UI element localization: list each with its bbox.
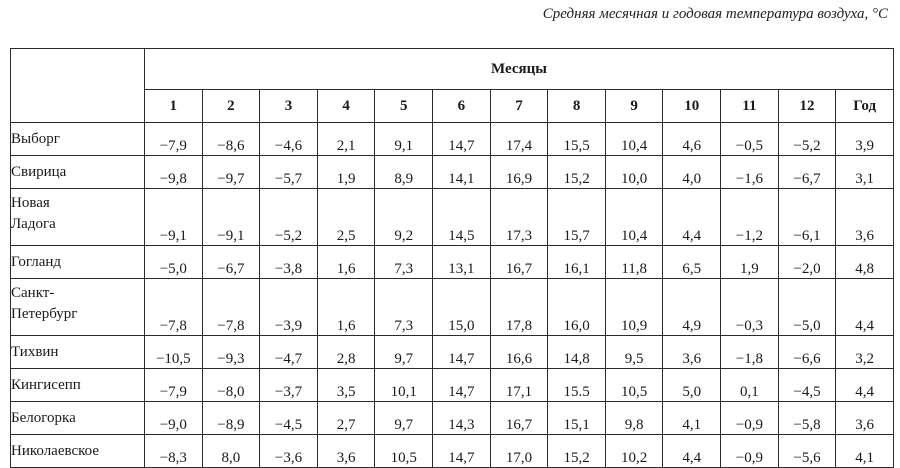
monthly-temperature-cell: −4,5 <box>260 402 318 435</box>
monthly-temperature-cell: 17,0 <box>490 435 548 468</box>
monthly-temperature-cell: −7,9 <box>145 369 203 402</box>
monthly-temperature-cell: 14,5 <box>433 189 491 246</box>
monthly-temperature-cell: 16,7 <box>490 246 548 279</box>
monthly-temperature-cell: −6,6 <box>778 336 836 369</box>
monthly-temperature-cell: −3,7 <box>260 369 318 402</box>
station-name-cell <box>11 123 145 156</box>
monthly-temperature-cell: 6,5 <box>663 246 721 279</box>
monthly-temperature-cell: −7,8 <box>145 279 203 336</box>
monthly-temperature-cell: −10,5 <box>145 336 203 369</box>
monthly-temperature-cell: 10,9 <box>605 279 663 336</box>
monthly-temperature-cell: 15.5 <box>548 369 606 402</box>
table-row <box>11 246 894 279</box>
table-row <box>11 156 894 189</box>
monthly-temperature-cell: −7,8 <box>202 279 260 336</box>
monthly-temperature-cell: −3,6 <box>260 435 318 468</box>
monthly-temperature-cell: −0,5 <box>721 123 779 156</box>
monthly-temperature-cell: 10,4 <box>605 189 663 246</box>
station-name-cell <box>11 189 145 246</box>
column-header-month: 3 <box>260 90 318 123</box>
temperature-table <box>10 48 894 468</box>
monthly-temperature-cell: −3,9 <box>260 279 318 336</box>
monthly-temperature-cell: 3,6 <box>663 336 721 369</box>
table-row <box>11 336 894 369</box>
monthly-temperature-cell: −0,9 <box>721 402 779 435</box>
table-row <box>11 402 894 435</box>
monthly-temperature-cell: −4,5 <box>778 369 836 402</box>
column-header-month: 10 <box>663 90 721 123</box>
monthly-temperature-cell: 1,9 <box>721 246 779 279</box>
monthly-temperature-cell: 9,8 <box>605 402 663 435</box>
station-name-line: Кингисепп <box>11 376 81 393</box>
station-name-cell <box>11 336 145 369</box>
monthly-temperature-cell: 7,3 <box>375 246 433 279</box>
table-body <box>11 123 894 468</box>
monthly-temperature-cell: 14,7 <box>433 435 491 468</box>
monthly-temperature-cell: −8,3 <box>145 435 203 468</box>
monthly-temperature-cell: 4,6 <box>663 123 721 156</box>
monthly-temperature-cell: −6,7 <box>778 156 836 189</box>
monthly-temperature-cell: 17,3 <box>490 189 548 246</box>
annual-temperature-cell: 4,4 <box>836 279 894 336</box>
monthly-temperature-cell: −9,1 <box>202 189 260 246</box>
monthly-temperature-cell: −9,7 <box>202 156 260 189</box>
monthly-temperature-cell: −5,2 <box>260 189 318 246</box>
station-name-line: Санкт- <box>11 285 55 301</box>
annual-temperature-cell: 3,9 <box>836 123 894 156</box>
monthly-temperature-cell: 2,7 <box>317 402 375 435</box>
monthly-temperature-cell: −1,6 <box>721 156 779 189</box>
monthly-temperature-cell: −5,8 <box>778 402 836 435</box>
column-header-month: 2 <box>202 90 260 123</box>
annual-temperature-cell: 4,4 <box>836 369 894 402</box>
station-name-cell <box>11 369 145 402</box>
monthly-temperature-cell: 2,5 <box>317 189 375 246</box>
annual-temperature-cell: 4,8 <box>836 246 894 279</box>
monthly-temperature-cell: 10,5 <box>375 435 433 468</box>
station-name-cell <box>11 435 145 468</box>
monthly-temperature-cell: −1,2 <box>721 189 779 246</box>
monthly-temperature-cell: 16,1 <box>548 246 606 279</box>
station-name-line: Гогланд <box>11 253 62 270</box>
monthly-temperature-cell: 7,3 <box>375 279 433 336</box>
monthly-temperature-cell: −0,9 <box>721 435 779 468</box>
monthly-temperature-cell: −9,1 <box>145 189 203 246</box>
station-name-cell <box>11 279 145 336</box>
monthly-temperature-cell: 16,0 <box>548 279 606 336</box>
monthly-temperature-cell: −3,8 <box>260 246 318 279</box>
months-group-header: Месяцы <box>145 49 894 90</box>
monthly-temperature-cell: −5,0 <box>145 246 203 279</box>
monthly-temperature-cell: 15,5 <box>548 123 606 156</box>
column-header-month: 1 <box>145 90 203 123</box>
monthly-temperature-cell: 15,2 <box>548 156 606 189</box>
monthly-temperature-cell: 4,0 <box>663 156 721 189</box>
monthly-temperature-cell: 17,8 <box>490 279 548 336</box>
monthly-temperature-cell: 4,1 <box>663 402 721 435</box>
monthly-temperature-cell: 17,1 <box>490 369 548 402</box>
monthly-temperature-cell: 10,4 <box>605 123 663 156</box>
table-row <box>11 435 894 468</box>
monthly-temperature-cell: 3,6 <box>317 435 375 468</box>
monthly-temperature-cell: 9,2 <box>375 189 433 246</box>
monthly-temperature-cell: 8,0 <box>202 435 260 468</box>
monthly-temperature-cell: 4,4 <box>663 189 721 246</box>
monthly-temperature-cell: −5,2 <box>778 123 836 156</box>
table-row <box>11 279 894 336</box>
column-header-month: 11 <box>721 90 779 123</box>
station-name-cell <box>11 246 145 279</box>
station-name-line: Петербург <box>11 306 78 322</box>
monthly-temperature-cell: 1,6 <box>317 279 375 336</box>
column-header-month: 12 <box>778 90 836 123</box>
annual-temperature-cell: 3,2 <box>836 336 894 369</box>
station-name-line: Ладога <box>11 216 56 232</box>
monthly-temperature-cell: 14,7 <box>433 336 491 369</box>
column-header-year: Год <box>836 90 894 123</box>
monthly-temperature-cell: −6,7 <box>202 246 260 279</box>
monthly-temperature-cell: 14,7 <box>433 123 491 156</box>
column-header-month: 7 <box>490 90 548 123</box>
monthly-temperature-cell: 4,9 <box>663 279 721 336</box>
monthly-temperature-cell: 0,1 <box>721 369 779 402</box>
column-header-month: 4 <box>317 90 375 123</box>
monthly-temperature-cell: 14,1 <box>433 156 491 189</box>
monthly-temperature-cell: 13,1 <box>433 246 491 279</box>
annual-temperature-cell: 3,1 <box>836 156 894 189</box>
annual-temperature-cell: 4,1 <box>836 435 894 468</box>
monthly-temperature-cell: −8,9 <box>202 402 260 435</box>
monthly-temperature-cell: 1,9 <box>317 156 375 189</box>
station-name-line: Свирица <box>11 163 67 180</box>
monthly-temperature-cell: 3,5 <box>317 369 375 402</box>
monthly-temperature-cell: 14,8 <box>548 336 606 369</box>
monthly-temperature-cell: −8,6 <box>202 123 260 156</box>
monthly-temperature-cell: −5,6 <box>778 435 836 468</box>
monthly-temperature-cell: 2,1 <box>317 123 375 156</box>
table-row <box>11 189 894 246</box>
station-name-line: Тихвин <box>11 343 59 360</box>
station-name-line: Николаевское <box>11 442 100 459</box>
annual-temperature-cell: 3,6 <box>836 189 894 246</box>
column-header-month: 8 <box>548 90 606 123</box>
monthly-temperature-cell: 8,9 <box>375 156 433 189</box>
monthly-temperature-cell: −9,0 <box>145 402 203 435</box>
table-row <box>11 369 894 402</box>
monthly-temperature-cell: 9,5 <box>605 336 663 369</box>
monthly-temperature-cell: 15,7 <box>548 189 606 246</box>
monthly-temperature-cell: 5,0 <box>663 369 721 402</box>
monthly-temperature-cell: −7,9 <box>145 123 203 156</box>
monthly-temperature-cell: 1,6 <box>317 246 375 279</box>
monthly-temperature-cell: −5,0 <box>778 279 836 336</box>
station-name-cell <box>11 402 145 435</box>
column-header-month: 9 <box>605 90 663 123</box>
annual-temperature-cell: 3,6 <box>836 402 894 435</box>
monthly-temperature-cell: 9,7 <box>375 336 433 369</box>
monthly-temperature-cell: 15,1 <box>548 402 606 435</box>
monthly-temperature-cell: 10,2 <box>605 435 663 468</box>
table-row <box>11 123 894 156</box>
monthly-temperature-cell: −8,0 <box>202 369 260 402</box>
station-name-line: Новая <box>11 195 50 211</box>
station-name-line: Белогорка <box>11 409 76 426</box>
station-name-cell <box>11 156 145 189</box>
monthly-temperature-cell: 10,0 <box>605 156 663 189</box>
monthly-temperature-cell: −4,7 <box>260 336 318 369</box>
monthly-temperature-cell: −4,6 <box>260 123 318 156</box>
monthly-temperature-cell: 16,9 <box>490 156 548 189</box>
monthly-temperature-cell: 16,6 <box>490 336 548 369</box>
monthly-temperature-cell: 15,2 <box>548 435 606 468</box>
station-name-line: Выборг <box>11 130 60 147</box>
monthly-temperature-cell: −9,8 <box>145 156 203 189</box>
monthly-temperature-cell: 9,1 <box>375 123 433 156</box>
monthly-temperature-cell: 2,8 <box>317 336 375 369</box>
monthly-temperature-cell: −0,3 <box>721 279 779 336</box>
monthly-temperature-cell: 10,1 <box>375 369 433 402</box>
monthly-temperature-cell: −1,8 <box>721 336 779 369</box>
monthly-temperature-cell: −5,7 <box>260 156 318 189</box>
monthly-temperature-cell: 17,4 <box>490 123 548 156</box>
monthly-temperature-cell: 10,5 <box>605 369 663 402</box>
table-caption: Средняя месячная и годовая температура воздуха, °С <box>542 6 888 22</box>
monthly-temperature-cell: −9,3 <box>202 336 260 369</box>
monthly-temperature-cell: 14,7 <box>433 369 491 402</box>
monthly-temperature-cell: 14,3 <box>433 402 491 435</box>
station-header-cell <box>11 49 145 123</box>
monthly-temperature-cell: −6,1 <box>778 189 836 246</box>
column-header-month: 6 <box>433 90 491 123</box>
column-header-month: 5 <box>375 90 433 123</box>
monthly-temperature-cell: 15,0 <box>433 279 491 336</box>
monthly-temperature-cell: 11,8 <box>605 246 663 279</box>
monthly-temperature-cell: 9,7 <box>375 402 433 435</box>
monthly-temperature-cell: 16,7 <box>490 402 548 435</box>
monthly-temperature-cell: 4,4 <box>663 435 721 468</box>
monthly-temperature-cell: −2,0 <box>778 246 836 279</box>
